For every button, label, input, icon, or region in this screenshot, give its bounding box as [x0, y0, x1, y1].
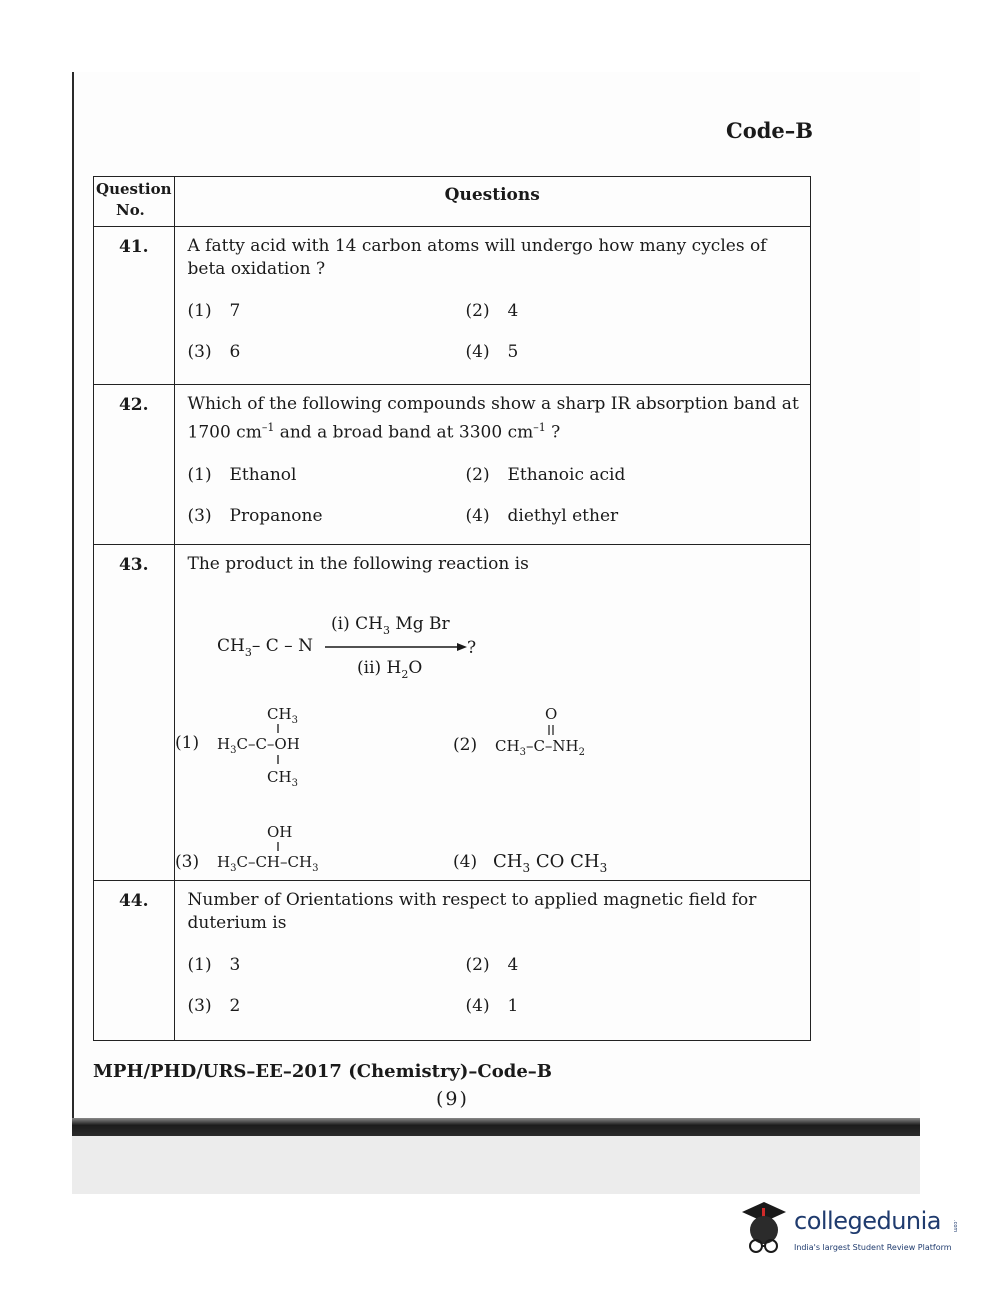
option-3: (3) Propanone [187, 505, 323, 526]
question-no-header: Question No. [94, 177, 175, 227]
option-4-number: (4) [452, 852, 477, 872]
options [188, 465, 805, 526]
question-body [174, 545, 811, 881]
reagent-2: (ii) $H_2O$ [356, 658, 422, 681]
question-body [174, 385, 811, 545]
logo-wordmark: collegedunia [794, 1207, 942, 1235]
glasses-icon [750, 1240, 762, 1252]
table-row [94, 385, 811, 545]
question-body [174, 881, 811, 1041]
reactant: $CH_3-$ C – N [216, 636, 313, 659]
arrow-icon [457, 643, 467, 651]
logo-suffix: .com [952, 1220, 958, 1233]
question-number: 43. [94, 545, 175, 881]
option-3-number: (3) [174, 852, 199, 872]
option-4: (4) 1 [465, 996, 519, 1016]
option-1: (1) 3 [187, 955, 241, 975]
question-stem: The product in the following reaction is [187, 554, 529, 574]
page-bottom-shade [72, 1136, 920, 1194]
option-2-number: (2) [452, 735, 477, 755]
question-body [174, 227, 811, 385]
option-1: (1) Ethanol [187, 464, 297, 485]
option-3: (3) 6 [187, 342, 241, 362]
table-header-row [94, 177, 811, 227]
table-row [94, 881, 811, 1041]
option-3-top: OH [266, 823, 292, 841]
option-1-bottom: $CH_3$ [266, 768, 298, 789]
option-4: (4) diethyl ether [465, 505, 619, 526]
page-bottom-band [72, 1118, 920, 1136]
option-1-top: $CH_3$ [266, 705, 298, 726]
questions-table [93, 176, 811, 1041]
options [188, 301, 805, 362]
question-stem: Which of the following compounds show a sharp IR absorption band at 1700 $cm^{-1}$ and a broad band at 3300 $cm^{-1}$ ? [187, 394, 799, 443]
question-number: 42. [94, 385, 175, 545]
option-3: (3) 2 [187, 996, 241, 1016]
option-4-main: $CH_3$ CO $CH_3$ [492, 851, 607, 873]
page-left-edge [72, 72, 74, 1194]
question-number: 44. [94, 881, 175, 1041]
option-1-main: $H_3C-C-OH$ [216, 735, 300, 756]
paper-code: Code–B [726, 118, 814, 143]
page-number: (9) [436, 1088, 469, 1110]
option-2-main: $CH_3-C-NH_2$ [494, 737, 585, 758]
logo-tagline: India's largest Student Review Platform [794, 1243, 952, 1252]
reaction-scheme [175, 583, 795, 873]
option-1-number: (1) [174, 733, 199, 753]
option-2: (2) Ethanoic acid [465, 464, 626, 485]
reagent-1: (i) $CH_3$ Mg Br [330, 614, 450, 637]
questions-header: Questions [174, 177, 811, 227]
table-row [94, 227, 811, 385]
product-unknown: ? [466, 638, 476, 658]
option-4: (4) 5 [465, 342, 519, 362]
options [188, 955, 805, 1016]
table-row [94, 545, 811, 881]
option-2: (2) 4 [465, 301, 519, 321]
paper-footer: MPH/PHD/URS–EE–2017 (Chemistry)–Code–B [93, 1061, 552, 1082]
option-2: (2) 4 [465, 955, 519, 975]
question-number: 41. [94, 227, 175, 385]
question-stem: A fatty acid with 14 carbon atoms will undergo how many cycles of beta oxidation ? [187, 236, 767, 279]
question-stem: Number of Orientations with respect to applied magnetic field for duterium is [187, 890, 757, 933]
option-1: (1) 7 [187, 301, 241, 321]
option-3-main: $H_3C-CH-CH_3$ [216, 853, 318, 873]
option-2-top: O [544, 705, 557, 723]
